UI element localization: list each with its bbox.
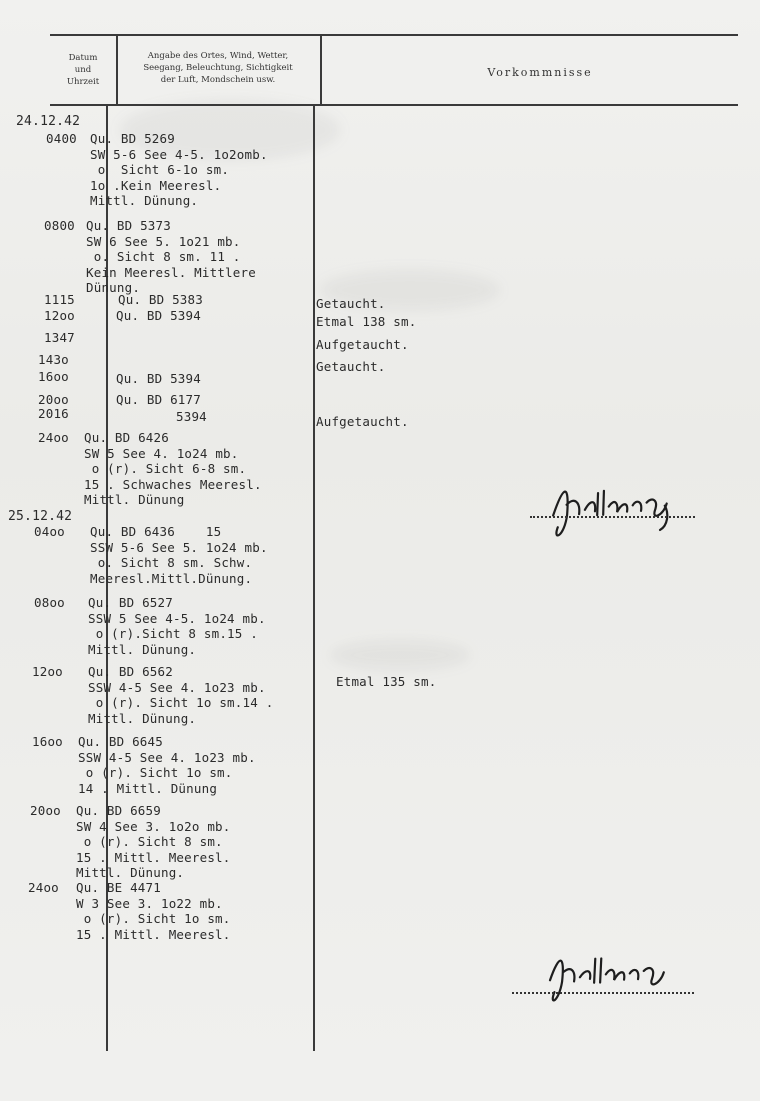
entry-time: 24oo bbox=[38, 430, 69, 445]
entry-time: 1115 bbox=[44, 292, 75, 307]
entry-time: 08oo bbox=[34, 595, 65, 610]
log-column-divider bbox=[320, 36, 322, 106]
signature-scribble-icon bbox=[543, 468, 696, 546]
entry-event: Aufgetaucht. bbox=[316, 414, 409, 429]
entry-time: 143o bbox=[38, 352, 69, 367]
top-rule bbox=[50, 34, 738, 36]
entry-time: 0400 bbox=[46, 131, 77, 146]
signature-line bbox=[530, 516, 695, 518]
signature bbox=[543, 468, 697, 554]
entry-time: 12oo bbox=[32, 664, 63, 679]
signature-line bbox=[512, 992, 694, 994]
entry-log: Qu. BD 6527 SSW 5 See 4-5. 1o24 mb. o (r).Sicht 8 sm.15 . Mittl. Dünung. bbox=[88, 595, 266, 657]
entry-time: 12oo bbox=[44, 308, 75, 323]
entry-log: Qu. BD 5383 bbox=[118, 292, 203, 307]
entry-log: Qu. BD 5373 SW 6 See 5. 1o21 mb. o. Sicht 8 sm. 11 . Kein Meeresl. Mittlere Dünung. bbox=[86, 218, 256, 295]
header-position-weather: Angabe des Ortes, Wind, Wetter, Seegang, Beleuchtung, Sichtigkeit der Luft, Mondschein usw. bbox=[143, 51, 293, 85]
entry-log: Qu. BD 5269 SW 5-6 See 4-5. 1o2omb. o Sicht 6-1o sm. 1o .Kein Meeresl. Mittl. Dünung. bbox=[90, 131, 268, 208]
entry-log: 5394 bbox=[176, 409, 207, 424]
entry-log: Qu. BD 6562 SSW 4-5 See 4. 1o23 mb. o (r). Sicht 1o sm.14 . Mittl. Dünung. bbox=[88, 664, 274, 726]
entry-time: 16oo bbox=[38, 369, 69, 384]
entry-log: Qu. BD 6659 SW 4 See 3. 1o2o mb. o (r). Sicht 8 sm. 15 . Mittl. Meeresl. Mittl. Dünung. bbox=[76, 803, 231, 880]
entry-time: 16oo bbox=[32, 734, 63, 749]
header-events: Vorkommnisse bbox=[487, 66, 593, 79]
entry-event: Etmal 135 sm. bbox=[336, 674, 437, 689]
entry-log: Qu. BD 5394 bbox=[116, 308, 201, 323]
entry-time: 0800 bbox=[44, 218, 75, 233]
entry-event: Etmal 138 sm. bbox=[316, 314, 417, 329]
header-date-time: Datum und Uhrzeit bbox=[66, 53, 100, 87]
entry-log: Qu. BE 4471 W 3 See 3. 1o22 mb. o (r). Sicht 1o sm. 15 . Mittl. Meeresl. bbox=[76, 880, 231, 942]
signature bbox=[539, 937, 692, 1020]
entry-date: 25.12.42 bbox=[8, 509, 73, 524]
entry-time: 24oo bbox=[28, 880, 59, 895]
entry-log: Qu. BD 6426 SW 5 See 4. 1o24 mb. o (r). Sicht 6-8 sm. 15 . Schwaches Meeresl. Mittl. Dünung bbox=[84, 430, 262, 507]
entry-log: Qu. BD 5394 bbox=[116, 371, 201, 386]
entry-time: 04oo bbox=[34, 524, 65, 539]
signature-scribble-icon bbox=[539, 937, 691, 1012]
entry-event: Aufgetaucht. bbox=[316, 337, 409, 352]
entry-log: Qu. BD 6436 15 SSW 5-6 See 5. 1o24 mb. o. Sicht 8 sm. Schw. Meeresl.Mittl.Dünung. bbox=[90, 524, 268, 586]
entry-event: Getaucht. bbox=[316, 359, 386, 374]
entry-event: Getaucht. bbox=[316, 296, 386, 311]
log-column-divider-lower bbox=[313, 106, 315, 1051]
entry-time: 20oo bbox=[38, 392, 69, 407]
entry-log: Qu. BD 6177 bbox=[116, 392, 201, 407]
entry-time: 2016 bbox=[38, 406, 69, 421]
entry-log: Qu. BD 6645 SSW 4-5 See 4. 1o23 mb. o (r). Sicht 1o sm. 14 . Mittl. Dünung bbox=[78, 734, 256, 796]
entry-date: 24.12.42 bbox=[16, 114, 81, 129]
header-bottom-rule bbox=[50, 104, 738, 106]
entry-time: 20oo bbox=[30, 803, 61, 818]
entry-time: 1347 bbox=[44, 330, 75, 345]
